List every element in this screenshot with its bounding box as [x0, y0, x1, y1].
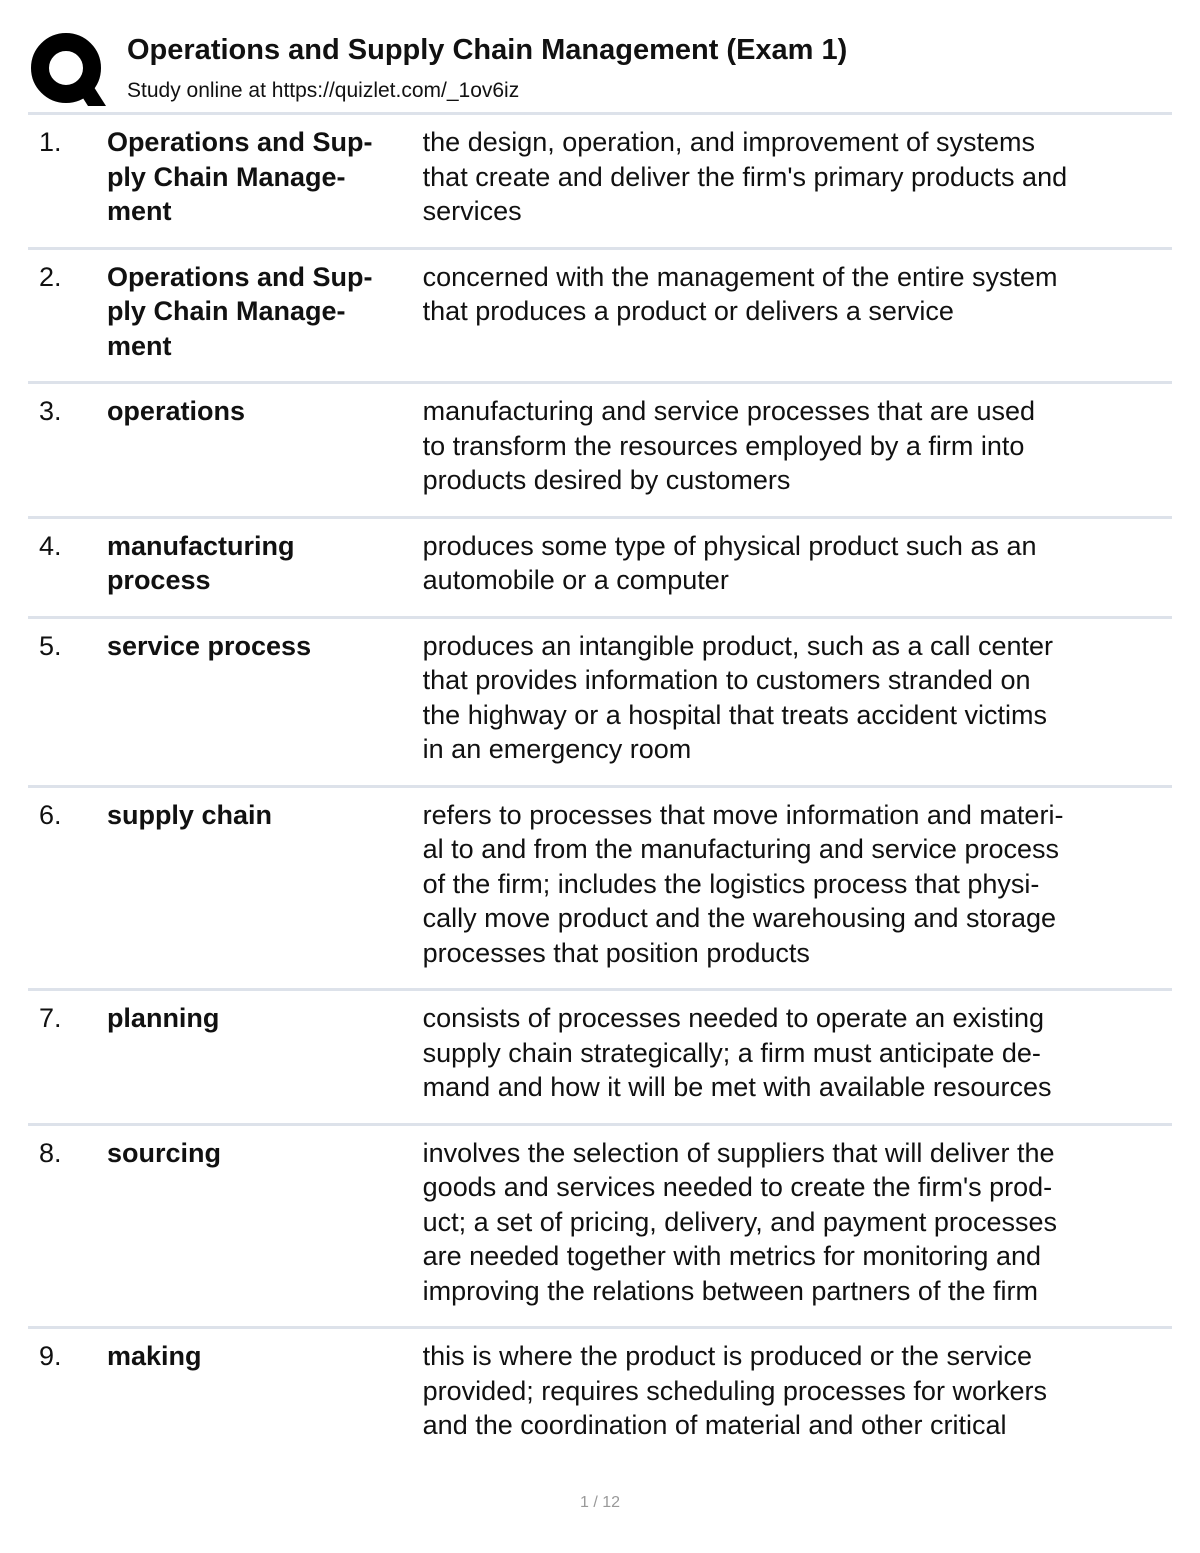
card-definition: produces some type of physical product such as an automobile or a computer: [422, 530, 1037, 595]
flashcard-row: [28, 115, 1172, 250]
page-title: Operations and Supply Chain Management (Exam 1): [127, 34, 848, 66]
card-definition: this is where the product is produced or the service provided; requires scheduling processes for workers and the coordination of material and other critical: [422, 1341, 1047, 1440]
flashcard-row: [28, 991, 1172, 1126]
page-number: 1 / 12: [579, 1494, 621, 1511]
flashcard-row: [28, 384, 1172, 519]
card-term: making: [106, 1341, 202, 1371]
flashcard-row: [28, 1126, 1172, 1330]
flashcard-list: [28, 115, 1172, 1461]
card-number: 9.: [39, 1341, 62, 1371]
flashcard-row: [28, 250, 1172, 385]
card-number: 4.: [39, 530, 62, 561]
card-definition: manufacturing and service processes that are used to transform the resources employed by a firm into products desired by customers: [422, 396, 1035, 495]
flashcard-row: [28, 788, 1172, 992]
card-definition: concerned with the management of the entire system that produces a product or delivers a service: [422, 261, 1058, 326]
card-definition: consists of processes needed to operate an existing supply chain strategically; a firm must anticipate de- mand and how it will be met with available resources: [422, 1003, 1052, 1102]
card-number: 2.: [39, 261, 62, 292]
card-term: planning: [106, 1003, 220, 1033]
card-number: 8.: [39, 1137, 62, 1168]
card-term: service process: [106, 630, 312, 661]
card-definition: involves the selection of suppliers that will deliver the goods and services needed to create the firm's prod- uct; a set of pricing, delivery, and payment processes are needed together with metrics for monitoring and improving the relations between partners of the firm: [422, 1137, 1057, 1306]
card-number: 5.: [39, 630, 62, 661]
card-number: 7.: [39, 1003, 62, 1033]
card-term: supply chain: [106, 799, 272, 830]
card-term: manufacturing process: [106, 530, 295, 595]
flashcard-row: [28, 1329, 1172, 1461]
card-number: 3.: [39, 396, 62, 426]
quizlet-logo-icon: [30, 32, 106, 108]
flashcard-row: [28, 519, 1172, 619]
card-number: 6.: [39, 799, 62, 830]
card-term: operations: [106, 396, 245, 426]
card-definition: refers to processes that move information and materi- al to and from the manufacturing and service process of the firm; includes the logistics process that physi- cally move product and the warehousing and storage processes that position products: [422, 799, 1064, 968]
card-number: 1.: [39, 127, 62, 157]
card-term: sourcing: [106, 1137, 221, 1168]
card-definition: produces an intangible product, such as a call center that provides information to customers stranded on the highway or a hospital that treats accident victims in an emergency room: [422, 630, 1054, 764]
card-term: Operations and Sup- ply Chain Manage- ment: [106, 261, 373, 361]
card-definition: the design, operation, and improvement of systems that create and deliver the firm's primary products and services: [422, 127, 1068, 226]
flashcard-row: [28, 619, 1172, 788]
card-term: Operations and Sup- ply Chain Manage- ment: [106, 127, 373, 226]
study-online-link[interactable]: Study online at https://quizlet.com/_1ov6iz: [127, 79, 520, 102]
